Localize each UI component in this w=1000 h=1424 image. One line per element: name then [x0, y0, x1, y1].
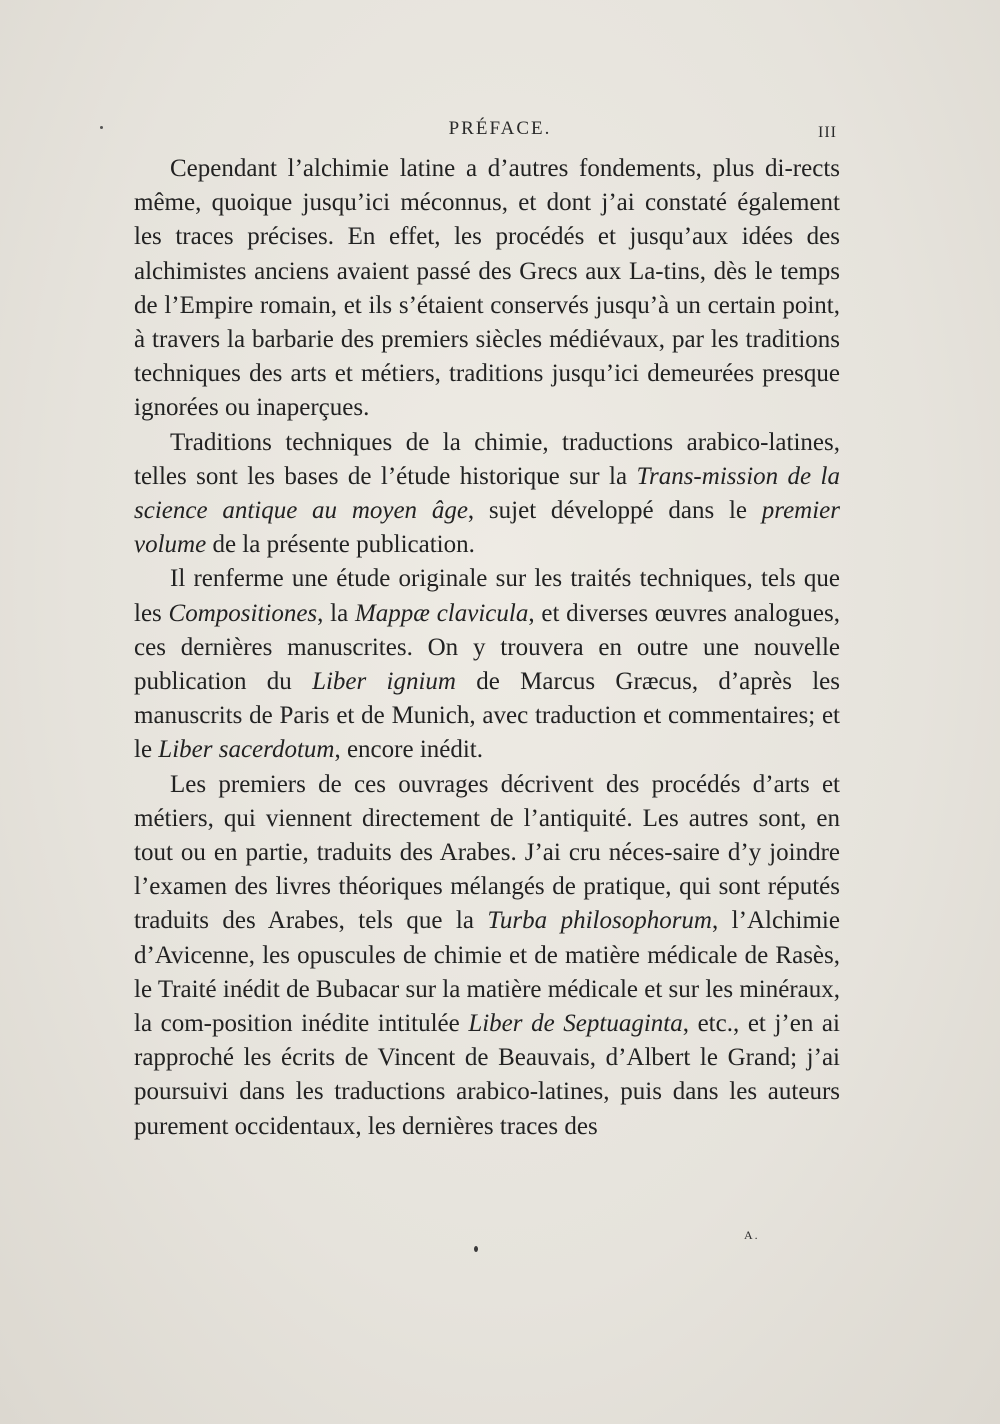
text-segment: de Marcus Græcus, d’après les manuscrits de Paris et de Munich, avec traduction et commentaires; et le	[134, 668, 840, 764]
running-title: PRÉFACE.	[448, 118, 552, 139]
text-segment: Traditions techniques de la chimie, traductions arabico-latines, telles sont les bases de l’étude historique sur la	[134, 428, 840, 490]
text-segment: Cependant l’alchimie latine a d’autres fondements, plus di-rects même, quoique jusqu’ici méconnus, et dont j’ai constaté également les traces précises. En effet, les procédés et jusqu’aux idées des alchimistes anciens avaient passé des Grecs aux La-tins, dès le temps de l’Empire romain, et ils s’étaient conservés jusqu’à un certain point, à travers la barbarie des premiers siècles médiévaux, par les traditions techniques des arts et métiers, traditions jusqu’ici demeurées presque ignorées ou inaperçues.	[134, 155, 840, 422]
italic-title: Liber ignium	[312, 668, 456, 696]
italic-title: premier volume	[134, 497, 841, 559]
page-number: III	[818, 124, 837, 141]
text-segment: , et diverses œuvres analogues, ces dernières manuscrites. On y trouvera en outre une nouvelle publication du	[134, 599, 840, 696]
paragraph	[134, 768, 840, 1144]
text-segment: Il renferme une étude originale sur les traités techniques, tels que les	[134, 565, 840, 627]
text-segment: , la	[317, 599, 355, 627]
text-segment: Les premiers de ces ouvrages décrivent des procédés d’arts et métiers, qui viennent directement de l’antiquité. Les autres sont, en tout ou en partie, traduits des Arabes. J’ai cru néces-saire d’y joindre l’examen des livres théoriques mélangés de pratique, qui sont réputés traduits des Arabes, tels que la	[134, 770, 840, 935]
italic-title: Liber sacerdotum	[158, 736, 335, 764]
italic-title: Mappæ clavicula	[354, 599, 529, 627]
italic-title: Liber de Septuaginta	[468, 1010, 683, 1038]
body-text	[134, 152, 840, 1144]
text-segment: , sujet développé dans le	[467, 497, 762, 525]
paragraph	[134, 562, 840, 767]
italic-title: Turba philosophorum	[487, 907, 712, 935]
text-segment: , etc., et j’en ai rapproché les écrits de Vincent de Beauvais, d’Albert le Grand; j’ai poursuivi dans les traductions arabico-latines, puis dans les auteurs purement occidentaux, les dernières traces des	[134, 1010, 840, 1140]
ink-speck	[474, 1246, 478, 1252]
text-segment: , encore inédit.	[334, 736, 484, 764]
italic-title: Trans-mission de la science antique au moyen âge	[134, 462, 840, 525]
signature-mark: A.	[744, 1228, 760, 1242]
paragraph	[134, 152, 840, 426]
text-segment: , l’Alchimie d’Avicenne, les opuscules de chimie et de matière médicale de Rasès, le Traité inédit de Bubacar sur la matière médicale et sur les minéraux, la com-position inédite intitulée	[134, 907, 841, 1038]
italic-title: Compositiones	[168, 599, 318, 627]
text-segment: de la présente publication.	[206, 531, 475, 559]
paragraph	[134, 426, 840, 563]
